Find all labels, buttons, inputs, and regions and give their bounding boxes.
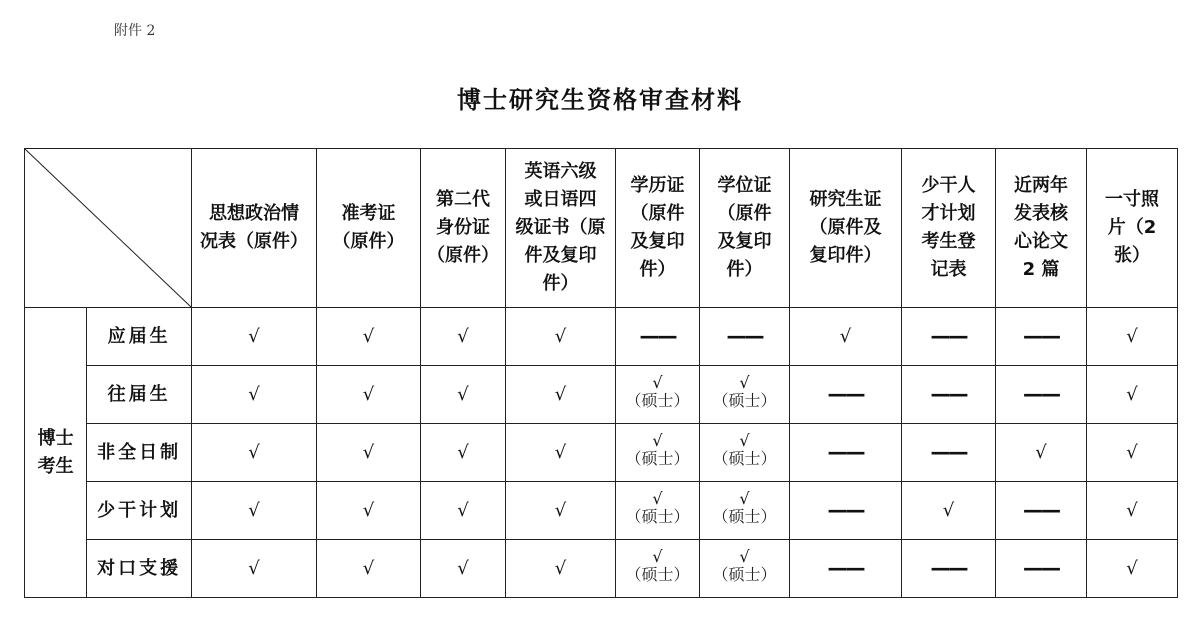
check-cell	[421, 424, 506, 482]
column-header-line: （原件及	[809, 217, 882, 238]
check-mark: √	[362, 557, 375, 579]
column-header-line: 准考证	[341, 203, 396, 224]
check-mark: √	[248, 441, 260, 463]
column-header-line: （原件	[717, 203, 772, 224]
dash-mark: ——	[1023, 323, 1059, 348]
master-note: （硕士）	[712, 507, 777, 526]
master-note: （硕士）	[712, 391, 777, 410]
column-header-line: 件）	[542, 273, 579, 294]
dash-mark: ——	[1023, 381, 1059, 406]
check-mark: √	[554, 441, 567, 463]
column-header-line: 考生登	[921, 231, 976, 252]
check-with-note	[625, 490, 689, 526]
column-header-line: 英语六级	[524, 161, 597, 182]
page-title: 博士研究生资格审查材料	[457, 86, 743, 114]
column-header	[317, 149, 421, 308]
dash-cell	[902, 424, 996, 482]
check-cell	[192, 540, 317, 598]
corner-diagonal-cell	[25, 149, 192, 308]
check-master-cell	[700, 540, 790, 598]
group-label-line: 考生	[37, 455, 74, 477]
check-cell	[317, 366, 421, 424]
check-master-cell	[616, 424, 700, 482]
column-header-line: 及复印	[630, 231, 685, 252]
dash-mark: ——	[1023, 555, 1059, 580]
column-header-line: 少干人	[921, 175, 976, 196]
dash-cell	[790, 540, 902, 598]
column-header-line: 片（2	[1107, 217, 1157, 238]
check-master-cell	[616, 540, 700, 598]
check-mark: √	[248, 325, 260, 347]
check-mark: √	[248, 383, 260, 405]
check-cell	[421, 540, 506, 598]
check-cell	[506, 482, 616, 540]
check-mark: √	[362, 499, 375, 521]
column-header-line: 或日语四	[524, 189, 597, 210]
column-header	[996, 149, 1087, 308]
check-mark: √	[457, 557, 469, 579]
row-label: 非全日制	[87, 424, 192, 482]
check-mark: √	[457, 383, 469, 405]
column-header	[1087, 149, 1178, 308]
table-row	[25, 366, 1178, 424]
check-mark: √	[554, 325, 567, 347]
check-cell	[317, 308, 421, 366]
check-cell	[421, 482, 506, 540]
column-header-line: 一寸照	[1105, 189, 1159, 210]
check-mark: √	[1126, 383, 1138, 405]
materials-table	[24, 148, 1178, 598]
dash-mark: ——	[1023, 497, 1059, 522]
check-mark: √	[554, 499, 567, 521]
check-cell	[317, 424, 421, 482]
check-cell	[421, 366, 506, 424]
dash-mark: ——	[930, 323, 967, 348]
check-master-cell	[700, 366, 790, 424]
column-header	[700, 149, 790, 308]
row-label: 应届生	[87, 308, 192, 366]
check-with-note	[625, 374, 689, 410]
check-mark: √	[362, 441, 375, 463]
master-note: （硕士）	[625, 391, 690, 410]
table-row	[25, 540, 1178, 598]
check-mark: √	[739, 547, 750, 566]
group-label	[25, 308, 87, 598]
check-cell	[1087, 424, 1178, 482]
check-mark: √	[739, 431, 750, 450]
check-with-note	[712, 548, 776, 584]
row-label: 少干计划	[87, 482, 192, 540]
attachment-label: 附件 2	[114, 23, 156, 39]
dash-cell	[790, 366, 902, 424]
dash-mark: ——	[827, 555, 864, 580]
dash-cell	[790, 482, 902, 540]
check-cell	[317, 482, 421, 540]
check-mark: √	[652, 431, 663, 450]
master-note: （硕士）	[712, 565, 777, 584]
column-header	[902, 149, 996, 308]
dash-mark: ——	[726, 323, 763, 348]
column-header-line: 近两年	[1014, 175, 1068, 196]
dash-cell	[902, 366, 996, 424]
dash-cell	[790, 424, 902, 482]
column-header-line: 才计划	[921, 203, 976, 224]
column-header-line: 发表核	[1014, 203, 1068, 224]
check-mark: √	[652, 547, 663, 566]
check-cell	[192, 366, 317, 424]
check-cell	[317, 540, 421, 598]
check-master-cell	[616, 482, 700, 540]
column-header-line: 件）	[639, 259, 676, 280]
check-mark: √	[1035, 441, 1047, 463]
dash-cell	[996, 366, 1087, 424]
check-master-cell	[616, 366, 700, 424]
check-cell	[192, 308, 317, 366]
dash-mark: ——	[827, 439, 864, 464]
dash-cell	[700, 308, 790, 366]
column-header-line: 况表（原件）	[200, 231, 308, 252]
check-master-cell	[700, 424, 790, 482]
check-cell	[996, 424, 1087, 482]
column-header-line: （原件	[630, 203, 685, 224]
column-header-line: 张）	[1114, 245, 1150, 266]
column-header	[790, 149, 902, 308]
check-mark: √	[248, 557, 260, 579]
table-row	[25, 482, 1178, 540]
table-row	[25, 308, 1178, 366]
check-mark: √	[554, 557, 567, 579]
check-cell	[506, 424, 616, 482]
column-header-line: （原件）	[332, 231, 405, 252]
column-header	[616, 149, 700, 308]
dash-mark: ——	[639, 323, 676, 348]
row-label: 对口支援	[87, 540, 192, 598]
check-mark: √	[839, 325, 852, 347]
column-header-line: 复印件）	[809, 245, 882, 266]
column-header-line: 思想政治情	[209, 203, 299, 224]
column-header-line: 心论文	[1014, 231, 1068, 252]
check-mark: √	[942, 499, 955, 521]
check-cell	[1087, 308, 1178, 366]
check-cell	[506, 540, 616, 598]
column-header-line: 学位证	[717, 175, 772, 196]
header-row	[25, 149, 1178, 308]
check-mark: √	[652, 373, 663, 392]
column-header-line: 件）	[726, 259, 763, 280]
check-mark: √	[1126, 557, 1138, 579]
column-header	[506, 149, 616, 308]
check-cell	[192, 482, 317, 540]
column-header-line: 第二代	[436, 189, 490, 210]
check-with-note	[712, 374, 776, 410]
check-mark: √	[457, 499, 469, 521]
check-master-cell	[700, 482, 790, 540]
dash-mark: ——	[930, 381, 967, 406]
column-header-line: 2 篇	[1022, 259, 1060, 280]
check-cell	[192, 424, 317, 482]
column-header-line: 及复印	[717, 231, 772, 252]
check-with-note	[625, 548, 689, 584]
check-cell	[1087, 482, 1178, 540]
check-mark: √	[457, 441, 469, 463]
check-mark: √	[362, 383, 375, 405]
master-note: （硕士）	[625, 449, 690, 468]
check-mark: √	[1126, 325, 1138, 347]
diagonal-line	[25, 149, 191, 307]
table-row	[25, 424, 1178, 482]
column-header-line: 记表	[930, 259, 967, 280]
check-cell	[790, 308, 902, 366]
column-header-line: 研究生证	[809, 189, 882, 210]
dash-mark: ——	[930, 439, 967, 464]
master-note: （硕士）	[712, 449, 777, 468]
column-header	[192, 149, 317, 308]
check-mark: √	[457, 325, 469, 347]
row-label: 往届生	[87, 366, 192, 424]
master-note: （硕士）	[625, 507, 690, 526]
dash-cell	[996, 308, 1087, 366]
check-cell	[1087, 540, 1178, 598]
dash-cell	[996, 482, 1087, 540]
group-label-line: 博士	[37, 427, 74, 449]
check-with-note	[625, 432, 689, 468]
check-mark: √	[1126, 441, 1138, 463]
dash-mark: ——	[930, 555, 967, 580]
column-header-line: 件及复印	[524, 245, 597, 266]
check-cell	[1087, 366, 1178, 424]
check-cell	[506, 366, 616, 424]
dash-cell	[902, 540, 996, 598]
check-cell	[902, 482, 996, 540]
dash-mark: ——	[827, 381, 864, 406]
check-mark: √	[652, 489, 663, 508]
master-note: （硕士）	[625, 565, 690, 584]
column-header-line: （原件）	[427, 245, 499, 266]
column-header	[421, 149, 506, 308]
check-cell	[506, 308, 616, 366]
dash-cell	[616, 308, 700, 366]
column-header-line: 身份证	[436, 217, 490, 238]
dash-mark: ——	[827, 497, 864, 522]
check-with-note	[712, 490, 776, 526]
check-mark: √	[1126, 499, 1138, 521]
check-with-note	[712, 432, 776, 468]
check-mark: √	[554, 383, 567, 405]
column-header-line: 级证书（原	[515, 217, 606, 238]
column-header-line: 学历证	[630, 175, 685, 196]
check-mark: √	[248, 499, 260, 521]
dash-cell	[996, 540, 1087, 598]
check-mark: √	[739, 373, 750, 392]
check-mark: √	[739, 489, 750, 508]
check-cell	[421, 308, 506, 366]
check-mark: √	[362, 325, 375, 347]
dash-cell	[902, 308, 996, 366]
